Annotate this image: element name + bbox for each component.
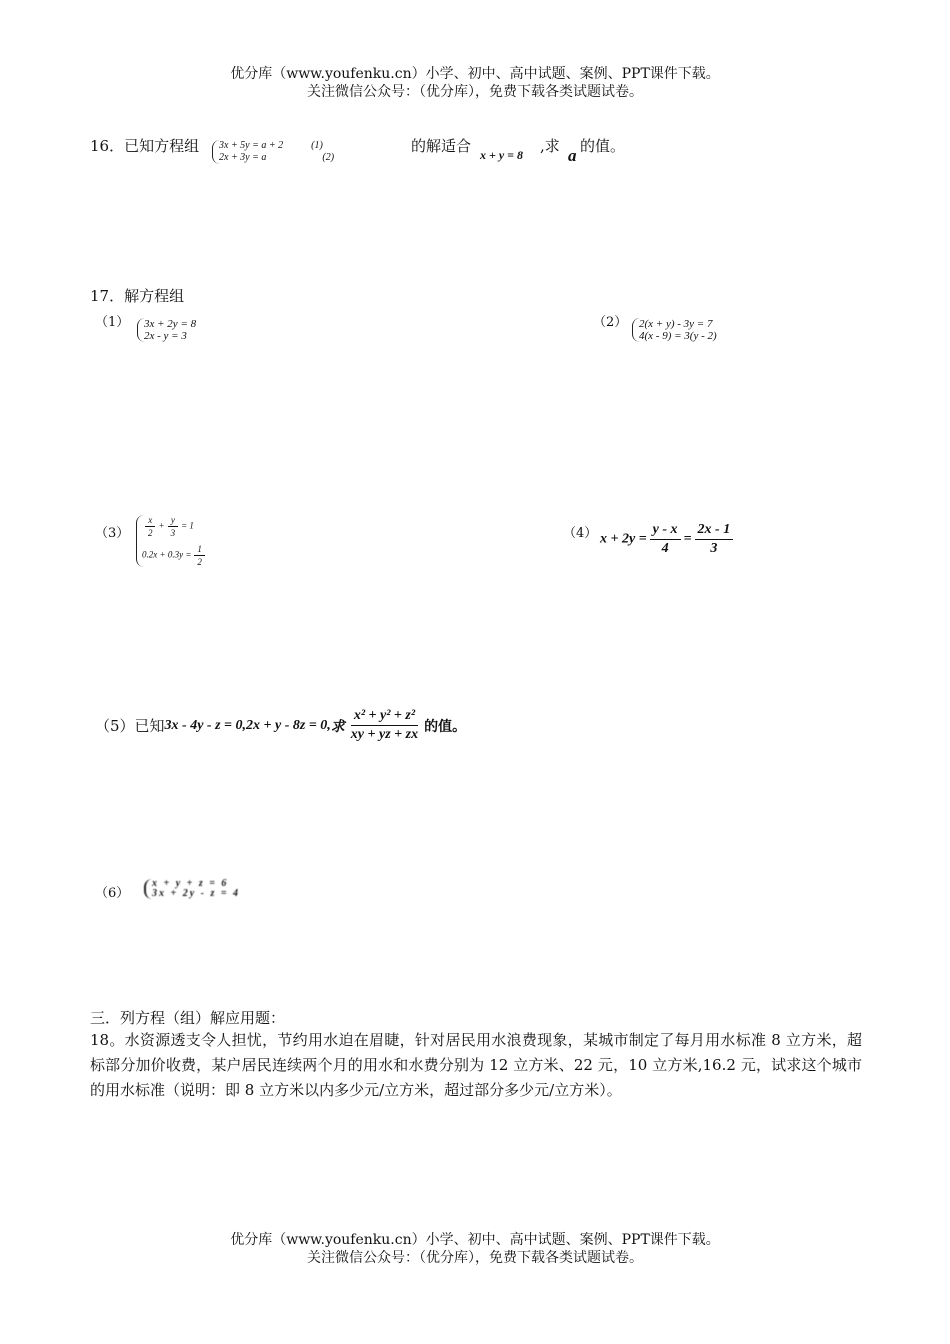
q17-5-condition: 3x - 4y - z = 0,2x + y - 8z = 0,	[164, 717, 331, 733]
q17-4-f1-num: y - x	[650, 522, 681, 540]
q16-condition: x + y = 8	[480, 148, 524, 162]
q17-6-label: （6）	[95, 886, 130, 901]
q17-2-system	[632, 318, 717, 343]
q17-4-label: （4）	[563, 526, 598, 541]
q17-6-eq1: x + y + z = 6	[152, 878, 229, 889]
q17-3-x: x	[145, 515, 155, 527]
q17-3-half-den: 2	[197, 557, 202, 567]
q17-3-eq2-head: 0.2x + 0.3y =	[142, 549, 192, 560]
q16-tag1: (1)	[311, 140, 323, 151]
question-18: 18。水资源透支令人担忧，节约用水迫在眉睫，针对居民用水浪费现象，某城市制定了每月用水标准 8 立方米，超标部分加价收费，某户居民连续两个月的用水和水费分别为 12 立方米、22 元，10 立方米,16.2 元，试求这个城市的用水标准（说明：即 8 立方米以内多少元/立方米，超过部分多少元/立方米）。	[90, 1031, 862, 1099]
q16-suffix: 的值。	[580, 137, 626, 155]
question-17-title: 17．解方程组	[90, 287, 185, 305]
q17-3-one: 1	[194, 544, 205, 556]
q17-3-system: $\frac{x}{2}$ + $\frac{y}{3}$ = 1 0.2x + 0.3y = $\frac{1}{2}$	[136, 515, 208, 567]
q17-5-label: （5）已知	[95, 717, 165, 735]
q17-5-denominator: xy + yz + zx	[350, 727, 419, 742]
q17-4-f1-den: 4	[661, 541, 669, 556]
footer-line-1: 优分库（www.youfenku.cn）小学、初中、高中试题、案例、PPT课件下载。	[230, 1232, 720, 1248]
q17-3-eq1-tail: = 1	[181, 520, 194, 531]
q17-5-numerator: x² + y² + z²	[351, 708, 418, 726]
header-line-2: 关注微信公众号：（优分库），免费下载各类试题试卷。	[307, 84, 643, 100]
q17-3-y: y	[168, 515, 178, 527]
q17-1-label: （1）	[95, 315, 130, 330]
q17-1-system	[137, 318, 196, 343]
q17-1-eq1: 3x + 2y = 8	[144, 318, 197, 330]
q16-prefix: 16．已知方程组	[90, 137, 200, 155]
q16-mid2: ,求	[540, 137, 560, 155]
q16-system	[212, 140, 334, 164]
q17-5-ask: 求	[330, 719, 345, 735]
q17-3-two: 2	[148, 528, 153, 538]
q16-eq1: 3x + 5y = a + 2	[219, 140, 284, 151]
q17-1-eq2: 2x - y = 3	[144, 330, 187, 342]
section-3-title: 三．列方程（组）解应用题：	[90, 1009, 286, 1027]
q17-6-system	[144, 879, 240, 900]
q17-5	[95, 708, 466, 743]
header-line-1: 优分库（www.youfenku.cn）小学、初中、高中试题、案例、PPT课件下载。	[230, 66, 720, 82]
q17-2-label: （2）	[593, 315, 628, 330]
q17-2-eq1: 2(x + y) - 3y = 7	[639, 318, 713, 330]
question-16	[90, 135, 199, 156]
q17-4-equation	[600, 522, 736, 557]
q17-3-three: 3	[170, 528, 176, 538]
q17-5-tail: 的值。	[424, 718, 467, 735]
footer-line-2: 关注微信公众号：（优分库），免费下载各类试题试卷。	[307, 1250, 643, 1266]
q17-4-lhs: x + 2y =	[600, 531, 647, 547]
q17-4-eq: =	[683, 531, 692, 547]
q17-3-label: （3）	[95, 526, 130, 541]
q16-variable: a	[568, 146, 577, 165]
q17-6-eq2: 3x + 2y - z = 4	[152, 888, 241, 899]
q17-4-f2-num: 2x - 1	[695, 522, 734, 540]
q16-mid: 的解适合	[411, 137, 472, 155]
q16-tag2: (2)	[322, 152, 335, 163]
q16-eq2: 2x + 3y = a	[219, 152, 267, 163]
q17-2-eq2: 4(x - 9) = 3(y - 2)	[639, 330, 717, 342]
q17-4-f2-den: 3	[710, 541, 718, 556]
